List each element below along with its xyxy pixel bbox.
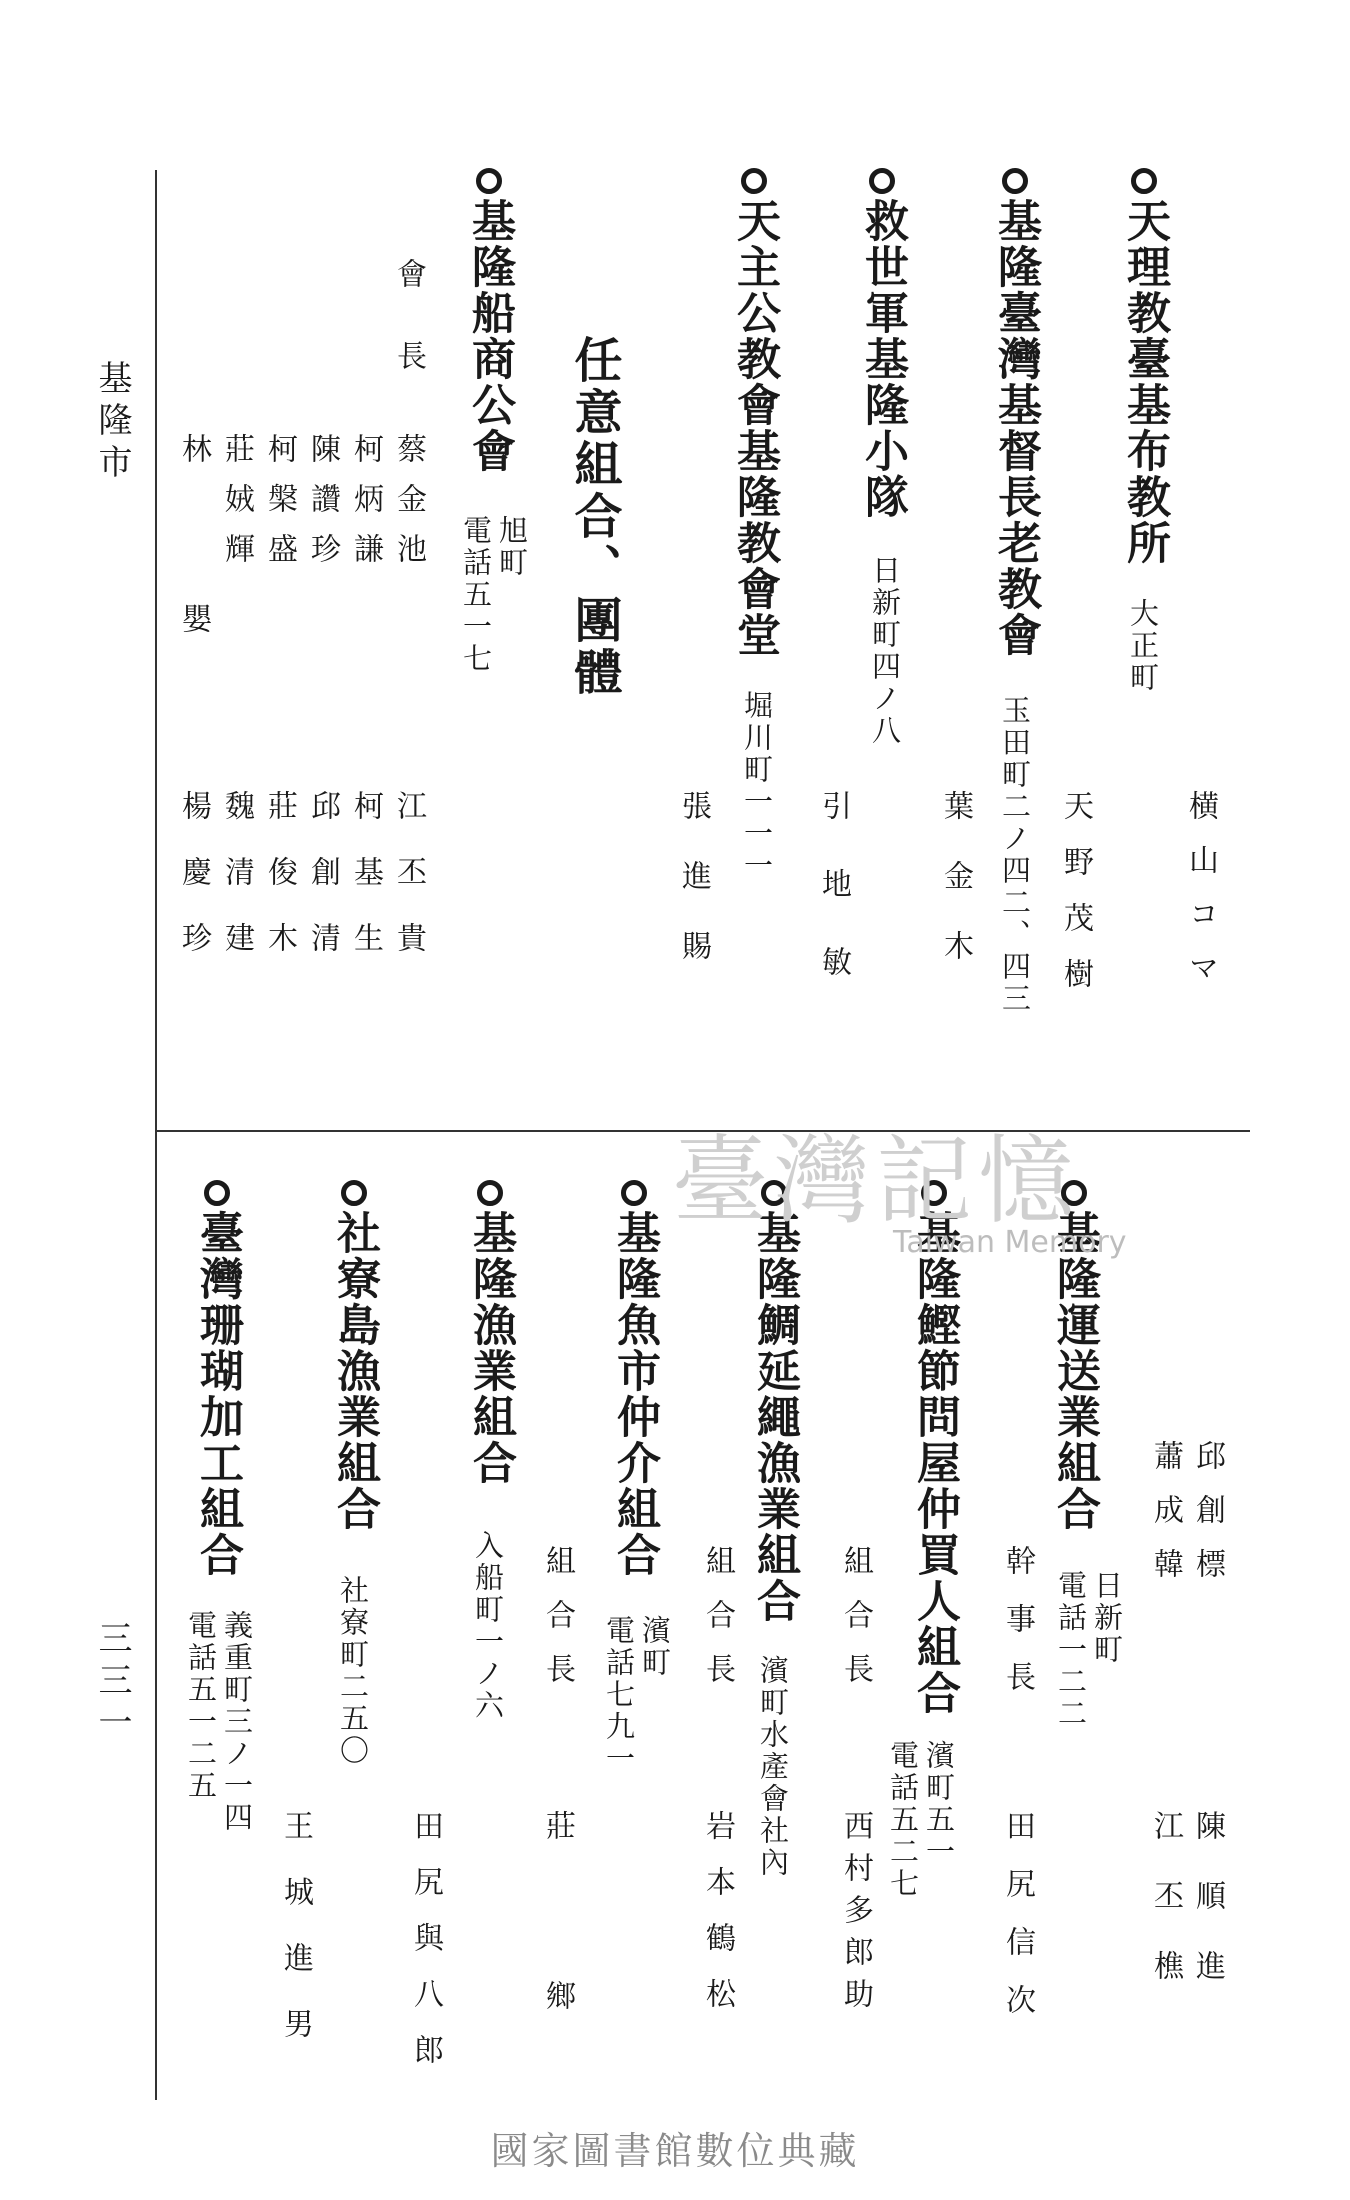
bullet-circle-icon (477, 1180, 503, 1206)
bullet-circle-icon (741, 168, 767, 194)
entry-coral-title: 臺灣珊瑚加工組合 (195, 1180, 239, 1578)
entry-fishmarket-title: 基隆魚市仲介組合 (612, 1180, 656, 1578)
bullet-circle-icon (476, 168, 502, 194)
entry-shaliao-address: 社寮町二五〇 (336, 1575, 370, 1767)
shipping-member: 陳讚珍 (305, 433, 340, 583)
shipping-member: 柯槃盛 (262, 433, 297, 583)
shipping-member: 魏清建 (219, 790, 254, 988)
entry-transport-title: 基隆運送業組合 (1052, 1180, 1096, 1532)
watermark-logo: 臺灣記憶 (672, 1125, 1080, 1237)
entry-shaliao-title: 社寮島漁業組合 (332, 1180, 376, 1532)
entry-bonito-phone: 電話五二七 (886, 1740, 920, 1900)
entry-seabream-title: 基隆鯛延繩漁業組合 (752, 1180, 796, 1624)
entry-shipping-title: 基隆船商公會 (467, 168, 511, 474)
entry-salvation-address: 日新町四ノ八 (868, 555, 902, 747)
shipping-member: 邱創清 (305, 790, 340, 988)
entry-seabream-officer: 岩本鶴松 (700, 1810, 735, 2034)
entry-presbyterian-address: 玉田町二ノ四二、四三 (998, 695, 1032, 1015)
entry-salvation-title: 救世軍基隆小隊 (860, 168, 904, 520)
entry-fishmarket-address: 濱町 (638, 1615, 672, 1679)
shipping-member: 柯炳謙 (348, 433, 383, 583)
shipping-member: 江丕貴 (391, 790, 426, 988)
shipping-member: 蔡金池 (391, 433, 426, 583)
entry-shipping-address: 旭町 (495, 515, 529, 579)
city-running-head: 基隆市 (92, 360, 132, 486)
entry-bonito-officer: 西村多郎助 (838, 1810, 873, 2020)
entry-catholic-title: 天主公教會基隆教會堂 (732, 168, 776, 658)
entry-fishery-officer: 田尻與八郎 (408, 1810, 443, 2090)
entry-catholic-person: 張進賜 (676, 790, 711, 1000)
entry-tenri-title: 天理教臺基布教所 (1122, 168, 1166, 566)
entry-fishmarket-officer: 莊鄉 (540, 1810, 575, 2150)
entry-fishmarket-role: 組合長 (540, 1545, 575, 1707)
entry-presbyterian-person1: 天野茂樹 (1058, 790, 1093, 1014)
shipping-member: 莊俊木 (262, 790, 297, 988)
entry-fishery-address: 入船町一ノ六 (471, 1530, 505, 1722)
transport-member: 邱創標 (1190, 1440, 1225, 1602)
entry-coral-phone: 電話五一二五 (184, 1610, 218, 1802)
left-vertical-rule (155, 170, 157, 2100)
shipping-member: 莊娀輝 (219, 433, 254, 583)
entry-fishmarket-phone: 電話七九一 (602, 1615, 636, 1775)
entry-tenri-person: 横山コマ (1183, 790, 1218, 1006)
entry-seabream-role: 組合長 (700, 1545, 735, 1707)
entry-coral-address: 義重町三ノ一四 (220, 1610, 254, 1834)
entry-salvation-person: 引地敏 (816, 790, 851, 1024)
entry-shaliao-officer: 王城進男 (278, 1810, 313, 2074)
entry-transport-role: 幹事長 (1000, 1545, 1035, 1719)
bullet-circle-icon (621, 1180, 647, 1206)
entry-transport-officer: 田尻信次 (1000, 1810, 1035, 2042)
entry-presbyterian-person2: 葉金木 (938, 790, 973, 1000)
entry-bonito-title: 基隆鰹節問屋仲買人組合 (912, 1180, 956, 1716)
bullet-circle-icon (1002, 168, 1028, 194)
bullet-circle-icon (341, 1180, 367, 1206)
bullet-circle-icon (1131, 168, 1157, 194)
page-number: 三三一 (92, 1620, 132, 1746)
bullet-circle-icon (204, 1180, 230, 1206)
shipping-member: 林嬰 (176, 433, 211, 773)
shipping-member: 楊慶珍 (176, 790, 211, 988)
entry-shipping-role: 會長 (391, 258, 426, 422)
entry-bonito-address: 濱町五一 (922, 1740, 956, 1868)
entry-transport-phone: 電話一二二 (1054, 1570, 1088, 1730)
entry-transport-address: 日新町 (1090, 1570, 1124, 1666)
footer-archive-label: 國家圖書館數位典藏 (490, 2129, 860, 2173)
transport-member: 蕭成韓 (1148, 1440, 1183, 1602)
shipping-member: 柯基生 (348, 790, 383, 988)
transport-member: 江丕樵 (1148, 1810, 1183, 2020)
entry-catholic-address: 堀川町一一一 (740, 690, 774, 882)
entry-tenri-address: 大正町 (1126, 598, 1160, 694)
entry-seabream-address: 濱町水產會社內 (756, 1655, 790, 1879)
bullet-circle-icon (869, 168, 895, 194)
watermark-subtitle: Taiwan Memory (893, 1225, 1127, 1260)
section-heading: 任意組合、團體 (566, 335, 622, 699)
entry-fishery-title: 基隆漁業組合 (468, 1180, 512, 1486)
transport-member: 陳順進 (1190, 1810, 1225, 2020)
entry-presbyterian-title: 基隆臺灣基督長老教會 (993, 168, 1037, 658)
entry-shipping-phone: 電話五一七 (459, 515, 493, 675)
entry-bonito-role: 組合長 (838, 1545, 873, 1707)
